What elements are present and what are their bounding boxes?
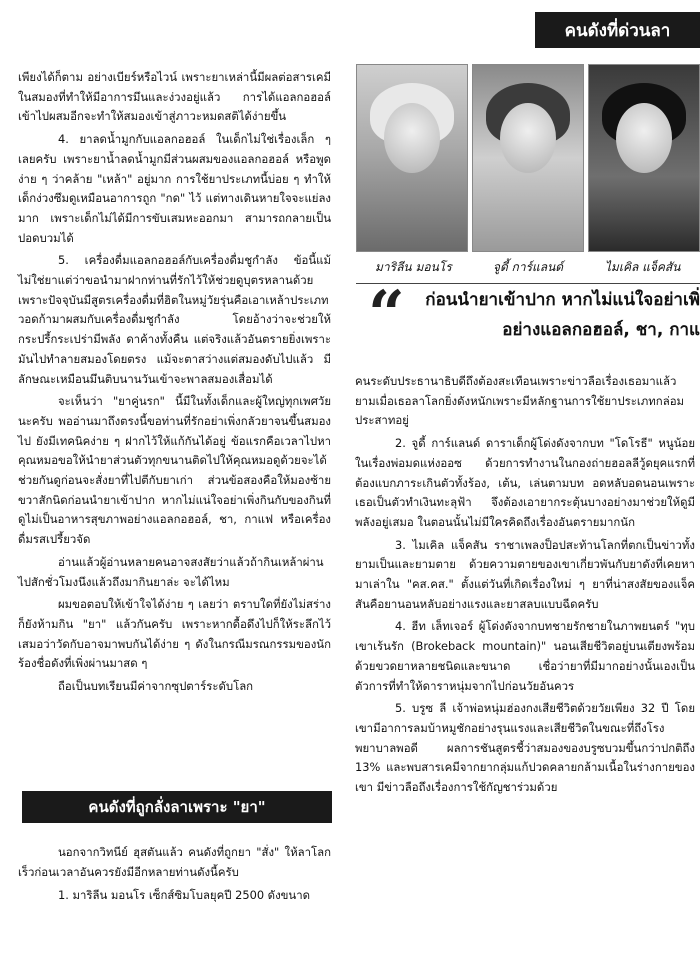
paragraph: จะเห็นว่า "ยาคู่นรก" นี้มีในทั้งเด็กและผู้ใหญ่ทุกเพศวัยนะครับ พออ่านมาถึงตรงนี้ขอท่านที่รักอย่าเพิ่งกลัวยาจนขึ้นสมองไป ยังมีเทคนิคง่าย ๆ ฝากไว้ให้แก้กันได้อยู่ ข้อแรกคือเวลาไปหาคุณหมอขอให้นำยาส่วนตัวทุกขนานติดไปให้คุณหมอดูด้วยจะได้ช่วยกันดูก่อนจะสั่งยาที่ไปตีกับยาเก่า ส่วนข้อสองคือให้มองซ้ายขวาสักนิดก่อนนำยาเข้าปาก หากไม่แน่ใจอย่าเพิ่งกินกับของกินที่ดูไม่เป็นอาหารสุขภาพอย่างแอลกอฮอล์, ชา, กาแฟ หรือเครื่องดื่มรสเปรี้ยวจัด <box>18 394 331 547</box>
paragraph: อ่านแล้วผู้อ่านหลายคนอาจสงสัยว่าแล้วถ้ากินเหล้าผ่านไปสักชั่วโมงนึงแล้วถึงมากินยาล่ะ จะได้ไหม <box>18 554 324 589</box>
right-column <box>355 372 695 801</box>
photo-caption: ไมเคิล แจ็คสัน <box>604 260 681 274</box>
pull-quote-text <box>400 285 700 345</box>
photo-captions <box>356 254 700 284</box>
photo-michael-jackson <box>588 64 700 252</box>
subsection-title: คนดังที่ถูกลั่งลาเพราะ "ยา" <box>88 798 266 816</box>
subsection-body <box>18 842 331 908</box>
pull-quote-line: ก่อนนำยาเข้าปาก หากไม่แน่ใจอย่าเพิ่ <box>425 290 700 310</box>
paragraph: ผมขอตอบให้เข้าใจได้ง่าย ๆ เลยว่า ตราบใดที่ยังไม่สร่างก็ยังห้ามกิน "ยา" แล้วกันครับ เพราะหากดื้อดึงไปก็ให้ระลึกไว้เสมอว่าวัดกับอาจมาพบกันได้ง่าย ๆ ดังในกรณีมรณกรรมของนักร้องชื่อดังที่เพิ่งผ่านมาสด ๆ <box>18 597 331 671</box>
paragraph: คนระดับประธานาธิบดีถึงต้องสะเทือนเพราะข่าวลือเรื่องเธอมาแล้ว ยามเมื่อเธอลาโลกยิ่งดังหนักเพราะมีหลักฐานการใช้ยาประเภทกล่อมประสาทอยู่ <box>355 374 685 428</box>
paragraph: 1. มาริลีน มอนโร เซ็กส์ซิมโบลยุคปี 2500 ดังขนาด <box>58 888 311 902</box>
paragraph: 4. ยาลดน้ำมูกกับแอลกอฮอล์ ในเด็กไม่ใช่เรื่องเล็ก ๆ เลยครับ เพราะยาน้ำลดน้ำมูกมีส่วนผสมของแอลกอฮอล์ หรือพูดง่าย ๆ ว่าคล้าย "เหล้า" อยู่มาก การใช้ยาประเภทนี้บ่อย ๆ ทำให้เด็กง่วงซึมดูเหมือนอาการถูก "กด" ไว้ แต่ทางเดินหายใจจะแย่ลงมาก เพราะเด็กไม่ได้มีการขับเสมหะออกมา สามารถกลายเป็นปอดบวมได้ <box>18 132 331 245</box>
photo-marilyn-monroe <box>356 64 468 252</box>
quote-mark-icon: “ <box>368 277 405 352</box>
paragraph: 5. บรูซ ลี เจ้าพ่อหนุ่มฮ่องกงเสียชีวิตด้วยวัยเพียง 32 ปี โดยเขามีอาการลมบ้าหมูชักอย่างรุนแรงและเสียชีวิตในขณะที่ถึงโรงพยาบาลพอดี ผลการชันสูตรชี้ว่าสมองของบรูซบวมขึ้นกว่าปกติถึง 13% และพบสารเคมีจากยากลุ่มแก้ปวดคลายกล้ามเนื้อในร่างกายของเขา มีข่าวลือถึงเรื่องการใช้กัญชาร่วมด้วย <box>355 701 695 795</box>
paragraph: 5. เครื่องดื่มแอลกอฮอล์กับเครื่องดื่มชูกำลัง ข้อนี้แม้ไม่ใช่ยาแต่ว่าขอนำมาฝากท่านที่รักไว้ให้ช่วยดูบุตรหลานด้วย เพราะปัจจุบันมีสูตรเครื่องดื่มที่ฮิตในหมู่วัยรุ่นคือเอาเหล้าประเภทวอดก้ามาผสมกับเครื่องดื่มชูกำลัง โดยอ้างว่าจะช่วยให้กระปรี้กระเปร่ามีพลัง ดาค้างทั้งคืน แต่จริงแล้วอันตรายยิ่งเพราะมันไปทำลายสมองโดยตรง แม้จะตาสว่างแต่สมองดับไปแล้ว มีลักษณะเหมือนมึนติบนานวันเข้าจะพาลสมองเสื่อมได้ <box>18 253 331 386</box>
pull-quote <box>368 277 700 355</box>
paragraph: ถือเป็นบทเรียนมีค่าจากซุปตาร์ระดับโลก <box>58 679 254 694</box>
paragraph: 2. จูดี้ การ์แลนด์ ดาราเด็กผู้โด่งดังจากบท "โดโรธี" หนูน้อยในเรื่องพ่อมดแห่งออซ ด้วยการทำงานในกองถ่ายฮอลลีวู้ดยุคแรกที่ต้องแบกภาระเกินตัวทั้งร้อง, เต้น, เล่นตามบท อดหลับอดนอนเพราะเธอเป็นตัวทำเงินทะลุฟ้า จึงต้องเอายากระตุ้นบางอย่างมาช่วยให้ดูมีพลังอยู่เสมอ ในตอนนั้นไม่มีใครคิดถึงเรื่องอันตรายมากนัก <box>355 436 695 529</box>
left-column <box>18 68 331 700</box>
photo-face <box>500 103 556 173</box>
celebrity-photos <box>356 64 700 252</box>
section-header <box>535 12 700 48</box>
paragraph: 4. ฮีท เล็ทเจอร์ ผู้โด่งดังจากบทชายรักชายในภาพยนตร์ "ทุบเขาเร้นรัก (Brokeback mountain)" นอนเสียชีวิตอยู่บนเตียงพร้อมด้วยขวดยาหลายชนิดและขนาด เชื่อว่ายาที่มีมากอย่างนั้นเองเป็นตัวการที่ทำให้ดาราหนุ่มจากไปก่อนวัยอันควร <box>355 619 695 693</box>
photo-face <box>616 103 672 173</box>
section-header-title: คนดังที่ด่วนลา <box>564 20 671 41</box>
paragraph: นอกจากวิทนีย์ ฮุสตันแล้ว คนดังที่ถูกยา "สั่ง" ให้ลาโลกเร็วก่อนเวลาอันควรยังมีอีกหลายท่านดังนี้ครับ <box>18 845 331 879</box>
paragraph: 3. ไมเคิล แจ็คสัน ราชาเพลงป็อปสะท้านโลกที่ตกเป็นข่าวทั้งยามเป็นและยามตาย ด้วยความตายของเขาเกี่ยวพันกับยาดังที่เคยหามาเล่าใน "คส.คส." ตั้งแต่วันที่เกิดเรื่องใหม่ ๆ ยาที่น่าสงสัยของแจ็คสันคือยานอนหลับอย่างแรงและยาสลบแบบฉีดครับ <box>355 537 695 611</box>
photo-judy-garland <box>472 64 584 252</box>
subsection-header <box>22 791 332 823</box>
photo-caption: มาริลีน มอนโร <box>374 260 452 274</box>
photo-face <box>384 103 440 173</box>
paragraph: เพียงได้ก็ตาม อย่างเบียร์หรือไวน์ เพราะยาเหล่านี้มีผลต่อสารเคมีในสมองที่ทำให้มีอาการมึนและง่วงอยู่แล้ว การได้แอลกอฮอล์เข้าไปผสมอีกจะทำให้สมองเข้าสู่ภาวะหมดสติได้ง่ายขึ้น <box>18 70 331 124</box>
photo-caption: จูดี้ การ์แลนด์ <box>492 260 564 274</box>
pull-quote-line: อย่างแอลกอฮอล์, ชา, กาแ <box>502 320 700 340</box>
